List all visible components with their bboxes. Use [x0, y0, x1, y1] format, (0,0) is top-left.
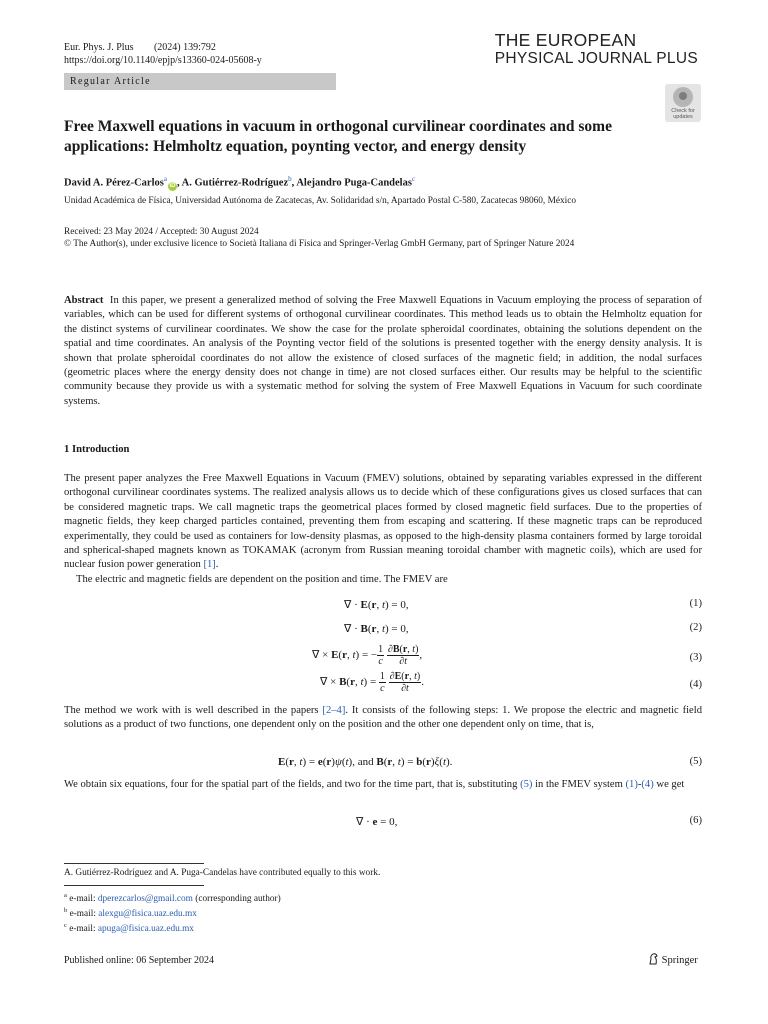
journal-name-line1: THE EUROPEAN	[494, 30, 637, 50]
citation-link[interactable]: [2–4]	[322, 705, 346, 716]
intro-paragraph-3: The method we work with is well described in the papers [2–4]. It consists of the following steps: 1. We propose the electric and magnetic field solutions as a product of two functions, one dependent only on the position and the other one dependent only on time, that is,	[64, 705, 702, 731]
email-link[interactable]: dperezcarlos@gmail.com	[97, 894, 193, 905]
check-updates-icon	[673, 87, 693, 107]
footnote-email-a: $^a$ e-mail: dperezcarlos@gmail.com (corresponding author)	[64, 892, 281, 905]
article-type-banner: Regular Article	[64, 73, 336, 90]
author-affil-mark[interactable]: a	[163, 175, 167, 183]
equation-number: (4)	[689, 679, 702, 690]
email-link[interactable]: apuga@fisica.uaz.edu.mx	[97, 924, 194, 935]
section-heading: 1 Introduction	[64, 444, 130, 455]
equation-4: ∇ × B(r, t) = $\frac{1}{c}$ $\frac{\partial E(r, t)}{\partial t}$ . (4)	[320, 671, 702, 694]
article-dates	[64, 226, 574, 250]
orcid-icon[interactable]: iD	[169, 182, 176, 189]
author-name: A. Gutiérrez-Rodríguez	[181, 177, 289, 189]
intro-paragraph-4: We obtain six equations, four for the spatial part of the fields, and two for the time part, that is, substituting (5) in the FMEV system (1)-(4) we get	[64, 779, 685, 790]
citation-link[interactable]: [1]	[203, 559, 216, 571]
journal-name-line2: PHYSICAL JOURNAL PLUS	[494, 50, 698, 67]
equation-3: ∇ × E(r, t) = − $\frac{1}{c}$ $\frac{\partial B(r, t)}{\partial t}$ , (3)	[312, 644, 702, 667]
footnote-rule	[64, 863, 204, 864]
equation-ref-link[interactable]: (4)	[641, 779, 654, 790]
equation-2: ∇ · B(r, t) = 0, (2)	[344, 622, 702, 635]
copyright-notice: © The Author(s), under exclusive licence to Società Italiana di Fisica and Springer-Verlag GmbH Germany, part of Springer Nature 2024	[64, 239, 575, 249]
equation-number: (3)	[689, 652, 702, 663]
footnote-email-c: $^c$ e-mail: apuga@fisica.uaz.edu.mx	[64, 922, 194, 935]
journal-abbrev: Eur. Phys. J. Plus	[64, 42, 134, 53]
footnote-email-b: $^b$ e-mail: alexgu@fisica.uaz.edu.mx	[64, 907, 197, 920]
doi-link[interactable]: https://doi.org/10.1140/epjp/s13360-024-05608-y	[64, 55, 262, 66]
equation-5: E(r, t) = e(r)ψ(t), and B(r, t) = b(r)ξ(t). (5)	[278, 756, 702, 768]
equation-number: (5)	[689, 756, 702, 767]
abstract-text: In this paper, we present a generalized method of solving the Free Maxwell Equations in Vacuum employing the process of separation of variables, which can be used for different systems of orthogonal curvilinear coordinates. This method leads us to obtain the Helmholtz equation for the distinct systems of curvilinear coordinates. We show the case for the prolate spheroidal coordinates, obtaining the solutions dependent on the spatial and time coordinates. An analysis of the Poynting vector field of the solutions is presented together with the energy density analysis. It is shown that prolate spheroidal coordinates do not allow the existence of closed surfaces of the magnetic field; in addition, the nodal surfaces (geometric places where the energy density does not change in time) are not closed surfaces either. Our results may be helpful to the scientific community because they provide us with a systematic method for solving the system of Free Maxwell Equations in Vacuum for such coordinate systems.	[64, 295, 702, 407]
received-accepted: Received: 23 May 2024 / Accepted: 30 August 2024	[64, 227, 259, 237]
published-date: Published online: 06 September 2024	[64, 955, 214, 966]
affiliation: Unidad Académica de Física, Universidad Autónoma de Zacatecas, Av. Solidaridad s/n, Apartado Postal C-580, Zacatecas 98060, México	[64, 196, 576, 206]
springer-logo	[648, 953, 698, 966]
journal-logo	[495, 32, 698, 67]
abstract-label: Abstract	[64, 295, 104, 306]
footnote-rule	[64, 885, 204, 886]
equation-number: (6)	[689, 815, 702, 826]
equation-number: (1)	[689, 598, 702, 609]
publisher-name: Springer	[661, 955, 698, 966]
author-affil-mark[interactable]: c	[411, 175, 416, 183]
author-list: David A. Pérez-Carlos$^a$iD , A. Gutiérrez-Rodríguez$^b$, Alejandro Puga-Candelas$^c$	[64, 175, 416, 189]
intro-paragraph-1: The present paper analyzes the Free Maxwell Equations in Vacuum (FMEV) solutions, obtained by separating variables expressed in the different orthogonal curvilinear coordinates systems. The realized analysis allows us to decide which of these configurations gives us closed surfaces that can be considered magnetic traps. We call magnetic traps the geometrical places formed by closed magnetic field surfaces. Due to the properties of magnetic fields, they keep charged particles contained, preventing them from escaping and scattering. If these magnetic traps can be reproduced experimentally, they could be used as containers for low-density plasmas, as opposed to the high-density plasma containers formed by large toroidal and spherical-shaped magnets known as TOKAMAK (acronym from Russian meaning toroidal chamber with magnetic coils), which are used for nuclear fusion power generation [1]. The electric and magnetic fields are dependent on the position and time. The FMEV are	[64, 472, 702, 587]
email-link[interactable]: alexgu@fisica.uaz.edu.mx	[98, 909, 197, 920]
author-affil-mark[interactable]: b	[288, 175, 292, 183]
check-for-updates-badge[interactable]: Check for updates	[665, 84, 701, 122]
equation-ref-link[interactable]: (1)	[625, 779, 638, 790]
equation-1: ∇ · E(r, t) = 0, (1)	[344, 598, 702, 611]
equation-ref-link[interactable]: (5)	[520, 779, 533, 790]
paper-title: Free Maxwell equations in vacuum in orthogonal curvilinear coordinates and some applications: Helmholtz equation, poynting vector, and energy density	[64, 118, 612, 155]
intro-paragraph-2: The electric and magnetic fields are dependent on the position and time. The FMEV are	[76, 573, 448, 585]
springer-horse-icon	[648, 953, 659, 965]
abstract	[64, 294, 702, 409]
author-name: David A. Pérez-Carlos	[64, 177, 164, 189]
author-name: Alejandro Puga-Candelas	[296, 177, 412, 189]
equation-number: (2)	[689, 622, 702, 633]
equation-6: ∇ · e = 0, (6)	[356, 815, 702, 828]
journal-citation	[64, 41, 216, 54]
footnote-contribution: A. Gutiérrez-Rodríguez and A. Puga-Candelas have contributed equally to this work.	[64, 868, 381, 878]
journal-volume: (2024) 139:792	[153, 42, 216, 53]
